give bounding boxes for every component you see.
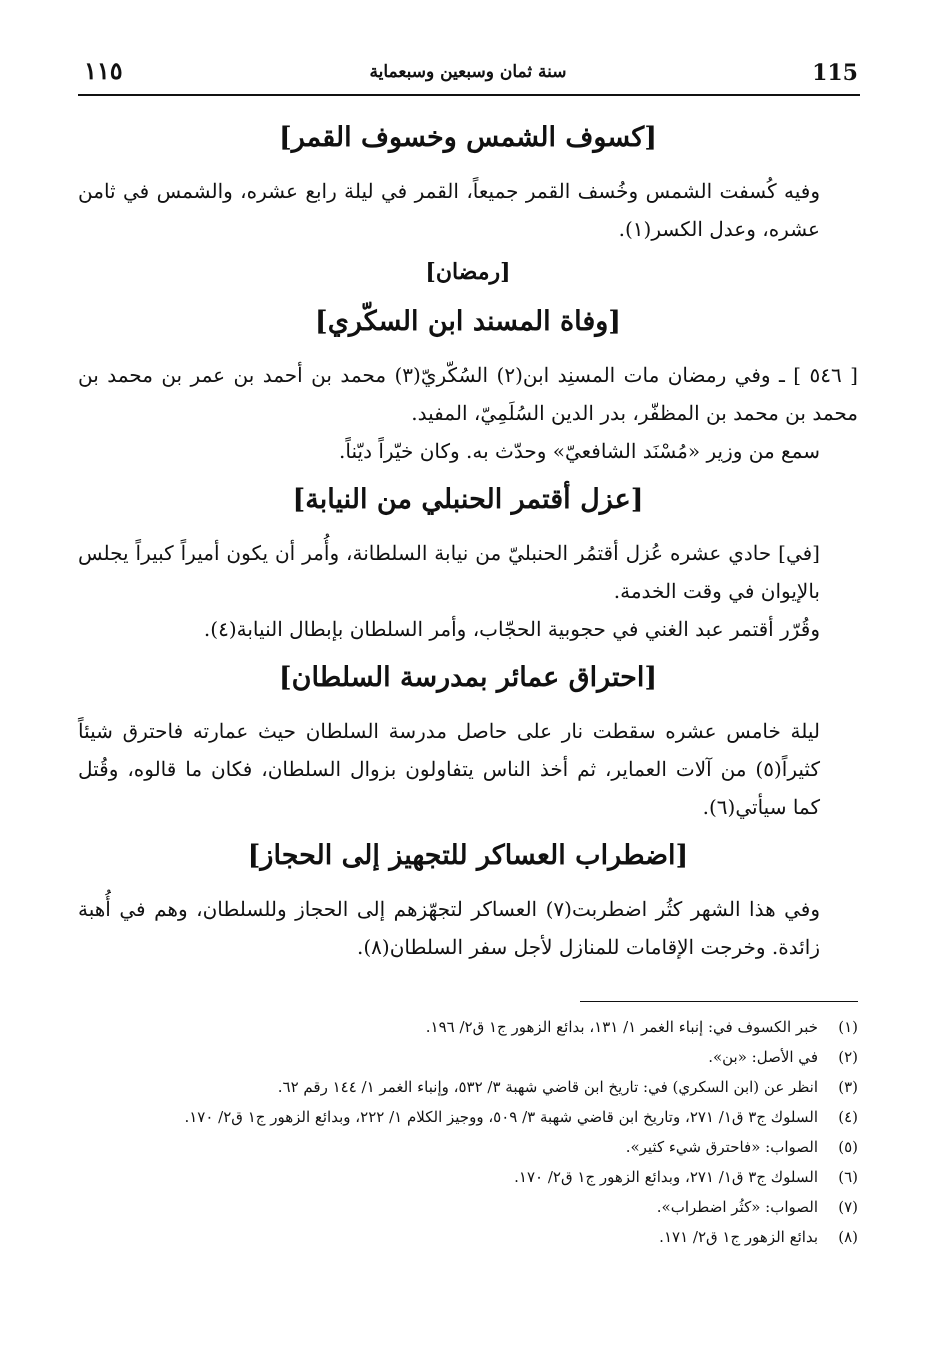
footnote-text: السلوك ج٣ ق١/ ٢٧١، وبدائع الزهور ج١ ق٢/ ١٧٠.: [514, 1168, 818, 1186]
page-number-latin: 115: [812, 60, 858, 86]
paragraph: وفيه كُسفت الشمس وخُسف القمر جميعاً، القمر في ليلة رابع عشره، والشمس في ثامن عشره، وعدل الكسر(١).: [78, 179, 820, 241]
footnote-text: الصواب: «فاحترق شيء كثير».: [625, 1138, 818, 1156]
footnote-text: بدائع الزهور ج١ ق٢/ ١٧١.: [659, 1228, 818, 1246]
paragraph: ليلة خامس عشره سقطت نار على حاصل مدرسة السلطان حيث عمارته فاحترق شيئاً كثيراً(٥) من آلات العماير، ثم أخذ الناس يتفاولون بزوال السلطان، فكان ما قالوه، وقُتل كما سيأتي(٦).: [78, 719, 820, 819]
footnote-text: الصواب: «كثُر اضطراب».: [656, 1198, 818, 1216]
paragraph: [ ٥٤٦ ] ـ وفي رمضان مات المسنِد ابن(٢) السُكّريّ(٣) محمد بن أحمد بن عمر بن محمد بن محمد بن محمد بن المظفّر، بدر الدين السُلَمِيّ، المفيد.: [78, 363, 858, 425]
paragraph: وفي هذا الشهر كثُر اضطربت(٧) العساكر لتجهّزهم إلى الحجاز وللسلطان، وهم في أُهبة زائدة. وخرجت الإقامات للمنازل لأجل سفر السلطان(٨).: [78, 897, 821, 959]
footnote: [78, 1162, 858, 1192]
footnote-number: (٢): [838, 1048, 858, 1066]
page-number-arabic: ١١٥: [84, 56, 123, 85]
footnote-text: انظر عن (ابن السكري) في: تاريخ ابن قاضي شهبة ٣/ ٥٣٢، وإنباء الغمر ١/ ١٤٤ رقم ٦٢.: [277, 1078, 818, 1096]
running-title: سنة ثمان وسبعين وسبعماية: [369, 62, 567, 82]
footnote-text: خبر الكسوف في: إنباء الغمر ١/ ١٣١، بدائع الزهور ج١ ق٢/ ١٩٦.: [425, 1018, 818, 1036]
footnote-number: (٤): [838, 1108, 858, 1126]
footnote: [78, 1072, 858, 1102]
footnote-number: (٧): [838, 1198, 858, 1216]
footnote-number: (٥): [838, 1138, 858, 1156]
paragraph: [في] حادي عشره عُزل أقتمُر الحنبليّ من نيابة السلطانة، وأُمر أن يكون أميراً كبيراً يجلس بالإيوان في وقت الخدمة.: [78, 541, 820, 603]
section-heading: [احتراق عمائر بمدرسة السلطان]: [278, 662, 658, 693]
paragraph: وقُرّر أقتمر عبد الغني في حجوبية الحجّاب، وأمر السلطان بإبطال النيابة(٤).: [203, 617, 820, 641]
header-rule: [78, 94, 860, 96]
footnote-rule: [580, 1001, 858, 1002]
footnote: [78, 1222, 858, 1252]
main-text: [78, 108, 858, 966]
section-heading: [كسوف الشمس وخسوف القمر]: [278, 122, 658, 153]
footnote: [78, 1042, 858, 1072]
page-header: [78, 52, 858, 92]
footnote: [78, 1132, 858, 1162]
footnote-number: (١): [838, 1018, 858, 1036]
section-heading: [عزل أقتمر الحنبلي من النيابة]: [292, 484, 644, 515]
paragraph: سمع من وزير «مُسْنَد الشافعيّ» وحدّث به. وكان خيّراً ديّناً.: [339, 439, 820, 463]
section-heading: [رمضان]: [425, 259, 511, 285]
footnote-number: (٦): [838, 1168, 858, 1186]
footnote-text: السلوك ج٣ ق١/ ٢٧١، وتاريخ ابن قاضي شهبة ٣/ ٥٠٩، ووجيز الكلام ١/ ٢٢٢، وبدائع الزهور ج١ ق٢/ ١٧٠.: [184, 1108, 818, 1126]
section-heading: [اضطراب العساكر للتجهيز إلى الحجاز]: [247, 840, 689, 871]
footnote: [78, 1192, 858, 1222]
footnote: [78, 1012, 858, 1042]
footnote: [78, 1102, 858, 1132]
footnote-text: في الأصل: «بن».: [708, 1048, 818, 1066]
footnote-number: (٨): [838, 1228, 858, 1246]
section-heading: [وفاة المسند ابن السكّري]: [314, 306, 622, 337]
footnote-number: (٣): [838, 1078, 858, 1096]
footnotes: [78, 1012, 858, 1252]
